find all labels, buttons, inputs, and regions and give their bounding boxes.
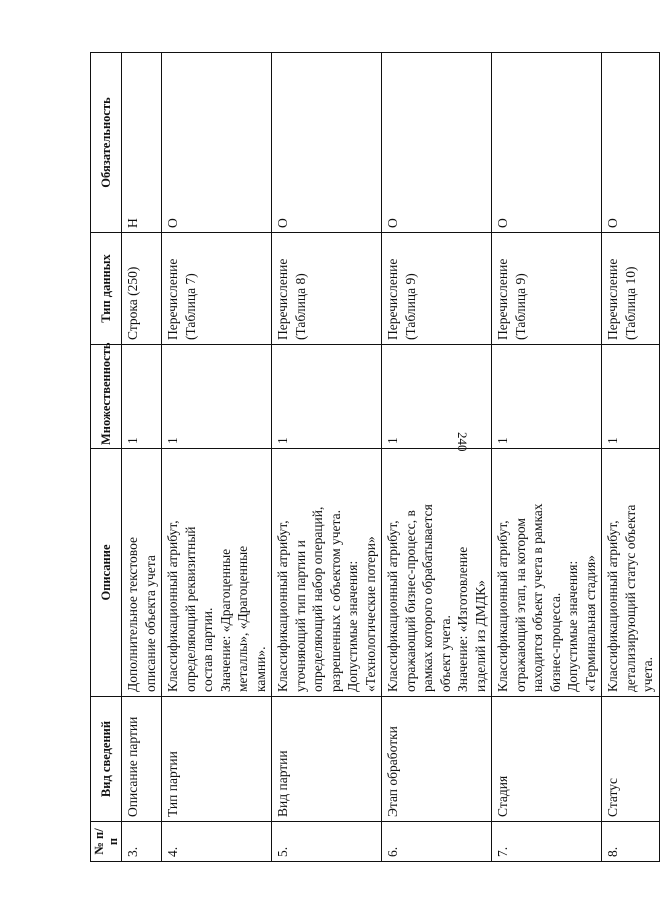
description-line: Классификационный атрибут, [605,520,620,692]
description-line: Классификационный атрибут, [275,520,290,692]
cell-required: О [602,53,660,233]
page-number: 240 [455,432,470,452]
cell-required: О [382,53,492,233]
data-type-line: Перечисление [275,258,290,340]
description-line: Значение: «Драгоценные [217,548,233,692]
rotated-page-content [90,53,655,862]
description-line: находится объект учета в рамках [530,503,545,692]
description-line: Допустимые значения: [565,560,580,692]
description-line: описание объекта учета [142,555,158,692]
cell-kind: Вид партии [272,697,382,822]
cell-kind: Стадия [492,697,602,822]
data-type-line: (Таблица 10) [622,266,638,340]
description-line: Дополнительное текстовое [125,537,140,692]
cell-number: 5. [272,822,382,862]
cell-multiplicity: 1 [162,345,272,449]
description-line: бизнес-процесса. [547,592,563,692]
description-line: Допустимые значения: [345,560,360,692]
table-row [162,53,272,862]
cell-description [492,449,602,697]
description-line: определяющий реквизитный [182,526,198,692]
data-type-line: Перечисление [605,258,620,340]
description-line: Классификационный атрибут, [495,520,510,692]
description-line: Классификационный атрибут, [385,520,400,692]
description-line: рамках которого обрабатывается [420,504,435,692]
description-line: учета. [640,657,655,692]
description-line: объект учета. [437,615,453,692]
header-required: Обязательность [91,53,122,233]
cell-number: 4. [162,822,272,862]
attributes-table [90,52,660,862]
cell-multiplicity: 1 [382,345,492,449]
description-line: отражающий бизнес-процесс, в [402,510,418,692]
cell-number: 8. [602,822,660,862]
table-row [382,53,492,862]
cell-description [602,449,660,697]
description-line: отражающий этап, на котором [512,518,528,692]
cell-data-type [602,233,660,345]
cell-description [122,449,162,697]
data-type-line: Перечисление [165,258,180,340]
data-type-line: Перечисление [495,258,510,340]
description-line: Классификационный атрибут, [165,520,180,692]
cell-description [162,449,272,697]
table-row [492,53,602,862]
cell-kind: Статус [602,697,660,822]
description-line: уточняющий тип партии и [292,540,308,692]
cell-data-type [492,233,602,345]
cell-required: О [492,53,602,233]
cell-kind: Тип партии [162,697,272,822]
cell-kind: Этап обработки [382,697,492,822]
cell-required: Н [122,53,162,233]
header-number: № п/п [91,822,122,862]
data-type-line: Перечисление [385,258,400,340]
cell-data-type [382,233,492,345]
cell-description [272,449,382,697]
description-line: металлы», «Драгоценные [235,545,250,692]
description-line: разрешенных с объектом учета. [327,510,343,692]
description-line: «Терминальная стадия» [582,555,598,692]
data-type-line: (Таблица 9) [512,273,528,340]
description-line: камни». [252,646,268,692]
description-line: «Технологические потери» [362,536,378,692]
cell-multiplicity: 1 [122,345,162,449]
cell-data-type [162,233,272,345]
description-line: изделий из ДМДК» [472,580,488,692]
cell-kind: Описание партии [122,697,162,822]
header-multiplicity: Множественность [91,345,122,449]
table-row [122,53,162,862]
cell-description [382,449,492,697]
cell-multiplicity: 1 [602,345,660,449]
description-line: детализирующий статус объекта [622,504,638,692]
cell-data-type [272,233,382,345]
cell-number: 3. [122,822,162,862]
header-kind: Вид сведений [91,697,122,822]
table-row [602,53,660,862]
header-data-type: Тип данных [91,233,122,345]
data-type-line: (Таблица 9) [402,273,418,340]
cell-required: О [272,53,382,233]
table-row [272,53,382,862]
cell-number: 7. [492,822,602,862]
table-header-row [91,53,122,862]
description-line: состав партии. [200,607,215,692]
cell-data-type [122,233,162,345]
cell-multiplicity: 1 [272,345,382,449]
cell-multiplicity: 1 [492,345,602,449]
data-type-line: Строка (250) [125,266,140,340]
description-line: определяющий набор операций, [310,506,325,692]
header-description: Описание [91,449,122,697]
data-type-line: (Таблица 8) [292,273,308,340]
data-type-line: (Таблица 7) [182,273,198,340]
cell-number: 6. [382,822,492,862]
cell-required: О [162,53,272,233]
description-line: Значение: «Изготовление [455,546,470,692]
